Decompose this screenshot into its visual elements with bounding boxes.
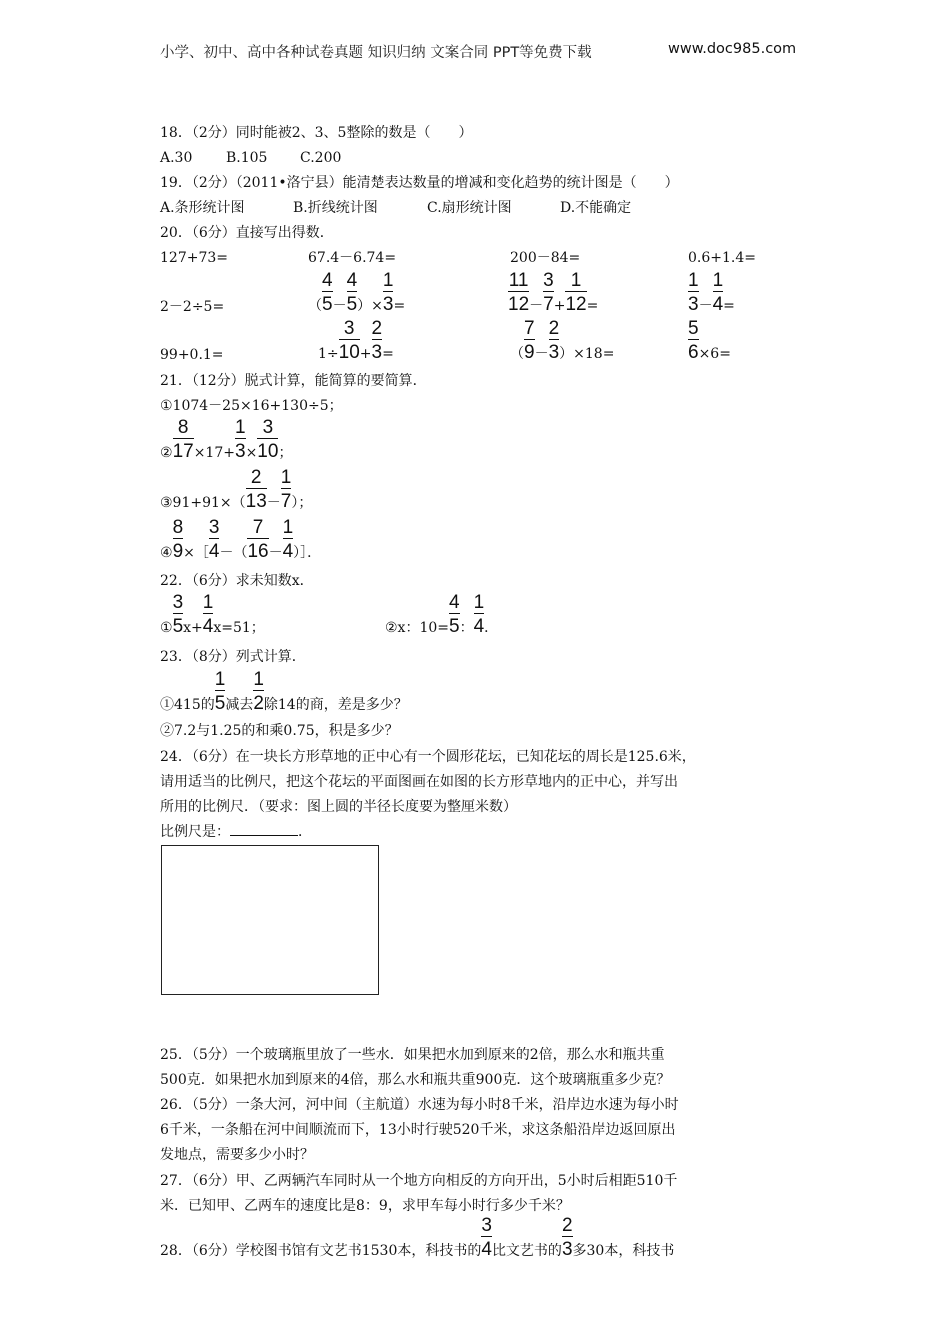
q24-scale	[160, 823, 312, 841]
text: 28．（6分）学校图书馆有文艺书1530本，科技书的	[160, 1243, 482, 1259]
text: ）］．	[293, 545, 322, 561]
text: ×	[245, 445, 258, 461]
text: 3	[382, 294, 394, 315]
text: 比例尺是：	[160, 824, 230, 840]
text: 比文艺书的	[491, 1243, 562, 1259]
option: A.条形统计图	[160, 200, 245, 216]
text: +	[359, 346, 372, 362]
numerator: 4	[346, 270, 358, 291]
fraction	[565, 270, 587, 315]
numerator: 1	[688, 270, 699, 291]
text: 4	[208, 541, 220, 562]
q23-item1	[160, 669, 408, 714]
text: ．	[484, 620, 499, 636]
q26-line: 26．（5分）一条大河，河中间（主航道）水速为每小时8千米，沿岸边水速为每小时	[160, 1097, 679, 1113]
q21-item3	[160, 467, 313, 512]
text: ①415的	[160, 697, 215, 713]
expr: 200－84=	[510, 250, 581, 266]
q27-line: 27．（6分）甲、乙两辆汽车同时从一个地方向相反的方向开出，5小时后相距510千	[160, 1173, 678, 1189]
fraction	[543, 270, 554, 315]
fraction	[338, 318, 360, 363]
text: 3	[234, 441, 246, 462]
q23-item2: ②7.2与1.25的和乘0.75，积是多少？	[160, 723, 399, 739]
q20-stem: 20．（6分）直接写出得数．	[160, 225, 334, 241]
text: ×6=	[698, 346, 731, 362]
text: 多30本，科技书	[572, 1243, 675, 1259]
fraction	[172, 592, 184, 637]
numerator: 3	[339, 320, 360, 340]
fraction	[688, 270, 699, 315]
numerator: 3	[172, 592, 184, 613]
text: 5	[346, 294, 358, 315]
expr: 67.4－6.74=	[308, 250, 397, 266]
q21-item1: ①1074－25×16+130÷5；	[160, 398, 343, 414]
text: ）×18=	[559, 346, 615, 362]
text: 12	[565, 294, 587, 315]
fraction	[382, 270, 394, 315]
numerator: 7	[247, 519, 268, 539]
fraction	[688, 318, 699, 363]
q20-row2	[160, 270, 735, 316]
text: 17	[172, 441, 194, 462]
fraction	[449, 592, 460, 637]
text: =	[393, 298, 406, 314]
q28-line	[160, 1215, 675, 1260]
text: x=51；	[213, 620, 265, 636]
numerator: 1	[253, 669, 264, 690]
expr: 99+0.1=	[160, 347, 224, 363]
text: 5	[449, 616, 460, 637]
fraction	[322, 270, 333, 315]
text: 4	[712, 294, 724, 315]
numerator: 1	[282, 517, 294, 538]
text: ①	[160, 620, 173, 636]
q22-stem: 22．（6分）求未知数x．	[160, 573, 314, 589]
q22-item1	[160, 592, 265, 637]
q22-item2	[385, 592, 499, 637]
fraction	[508, 270, 530, 315]
fraction	[208, 517, 220, 562]
numerator: 1	[202, 592, 214, 613]
fraction	[245, 467, 267, 512]
text: （	[510, 346, 524, 362]
q25-line: 25．（5分）一个玻璃瓶里放了一些水．如果把水加到原来的2倍，那么水和瓶共重	[160, 1047, 665, 1063]
fraction	[561, 1215, 573, 1260]
expr	[510, 318, 615, 363]
q25-line: 500克．如果把水加到原来的4倍，那么水和瓶共重900克．这个玻璃瓶重多少克？	[160, 1072, 671, 1088]
option: D.不能确定	[560, 200, 632, 216]
fraction	[524, 318, 535, 363]
fraction	[282, 517, 294, 562]
text: 3	[371, 342, 383, 363]
text: －	[268, 545, 283, 561]
numerator: 2	[548, 318, 560, 339]
fraction	[257, 417, 279, 462]
q21-stem: 21．（12分）脱式计算，能简算的要简算．	[160, 373, 427, 389]
q26-line: 发地点，需要多少小时？	[160, 1147, 314, 1163]
q27-line: 米．已知甲、乙两车的速度比是8：9，求甲车每小时行多少千米？	[160, 1198, 570, 1214]
option: B.105	[226, 150, 268, 166]
fraction	[247, 517, 269, 562]
text: 12	[508, 294, 530, 315]
fraction	[371, 318, 383, 363]
text: 10	[338, 342, 360, 363]
numerator: 4	[322, 270, 333, 291]
text: －	[698, 298, 713, 314]
q21-item2	[160, 417, 293, 462]
numerator: 7	[524, 318, 535, 339]
numerator: 8	[173, 419, 194, 439]
expr	[318, 318, 394, 363]
text: －	[529, 298, 544, 314]
text: 7	[543, 294, 554, 315]
text: ：	[459, 620, 474, 636]
text: 5	[172, 616, 184, 637]
numerator: 1	[382, 270, 394, 291]
fraction	[280, 467, 292, 512]
text: 7	[280, 491, 292, 512]
q20-row1	[160, 249, 756, 267]
option: C.200	[300, 150, 342, 166]
text: =	[586, 298, 599, 314]
expr: 2－2÷5=	[160, 299, 225, 315]
fraction	[481, 1215, 492, 1260]
text: （	[308, 298, 322, 314]
q21-item4	[160, 517, 322, 562]
text: 2	[253, 693, 264, 714]
q19-options	[160, 199, 632, 217]
text: =	[382, 346, 394, 362]
text: ×［	[183, 545, 209, 561]
fraction	[346, 270, 358, 315]
numerator: 3	[543, 270, 554, 291]
fraction	[473, 592, 485, 637]
text: 4	[282, 541, 294, 562]
fraction	[214, 669, 226, 714]
rectangle-lawn-figure	[161, 845, 379, 995]
text: 3	[548, 342, 560, 363]
numerator: 3	[208, 517, 220, 538]
fraction	[253, 669, 264, 714]
text: ②	[160, 445, 173, 461]
expr: 127+73=	[160, 250, 228, 266]
numerator: 3	[481, 1215, 492, 1236]
numerator: 1	[712, 270, 724, 291]
numerator: 1	[214, 669, 226, 690]
numerator: 3	[257, 419, 278, 439]
q24-line: 24．（6分）在一块长方形草地的正中心有一个圆形花坛，已知花坛的周长是125.6米，	[160, 749, 696, 765]
numerator: 2	[246, 469, 267, 489]
option: C.扇形统计图	[427, 200, 512, 216]
text: ．	[298, 824, 312, 840]
numerator: 1	[280, 467, 292, 488]
text: 16	[247, 541, 269, 562]
text: x+	[183, 620, 203, 636]
expr: 0.6+1.4=	[688, 250, 756, 266]
numerator: 1	[565, 272, 586, 292]
text: ；	[278, 445, 293, 461]
text: 1÷	[318, 346, 339, 362]
text: ③91+91×（	[160, 495, 246, 511]
q24-line: 请用适当的比例尺，把这个花坛的平面图画在如图的长方形草地内的正中心，并写出	[160, 774, 678, 790]
q18-options	[160, 149, 342, 167]
text: ）×	[357, 298, 383, 314]
q19-stem: 19．（2分）（2011•洛宁县）能清楚表达数量的增减和变化趋势的统计图是（ ）	[160, 175, 679, 191]
text: 除14的商，差是多少？	[263, 697, 408, 713]
numerator: 11	[508, 270, 529, 291]
option: B.折线统计图	[293, 200, 378, 216]
numerator: 2	[371, 318, 383, 339]
q23-stem: 23．（8分）列式计算．	[160, 649, 306, 665]
fraction	[234, 417, 246, 462]
text: =	[723, 298, 735, 314]
fraction	[172, 417, 194, 462]
text: 5	[322, 294, 333, 315]
text: －	[332, 298, 347, 314]
header-text: 小学、初中、高中各种试卷真题 知识归纳 文案合同 PPT等免费下载	[160, 45, 592, 61]
text: －	[266, 495, 281, 511]
fraction	[712, 270, 724, 315]
q20-row3	[160, 318, 731, 364]
q18-stem: 18．（2分）同时能被2、3、5整除的数是（ ）	[160, 125, 473, 141]
text: 13	[245, 491, 267, 512]
header-site: www.doc985.com	[668, 41, 797, 57]
option: A.30	[160, 150, 193, 166]
numerator: 1	[473, 592, 485, 613]
text: 3	[561, 1239, 573, 1260]
fraction	[202, 592, 214, 637]
q24-line: 所用的比例尺．（要求：图上圆的半径长度要为整厘米数）	[160, 799, 517, 815]
text: 9	[172, 541, 184, 562]
expr	[508, 270, 599, 315]
numerator: 2	[561, 1215, 573, 1236]
expr	[688, 270, 735, 315]
text: ）；	[291, 495, 313, 511]
text: 4	[473, 616, 485, 637]
q26-line: 6千米，一条船在河中间顺流而下，13小时行驶520千米，求这条船沿岸边返回原出	[160, 1122, 676, 1138]
fraction	[172, 517, 184, 562]
text: －（	[219, 545, 248, 561]
answer-blank[interactable]	[230, 835, 298, 836]
text: 3	[688, 294, 699, 315]
text: 10	[257, 441, 279, 462]
text: ②x：10=	[385, 620, 449, 636]
expr	[308, 270, 406, 315]
numerator: 4	[449, 592, 460, 613]
text: 9	[524, 342, 535, 363]
text: ④	[160, 545, 173, 561]
text: 6	[688, 342, 699, 363]
text: +	[553, 298, 566, 314]
numerator: 1	[234, 417, 246, 438]
expr	[688, 318, 731, 363]
text: 4	[202, 616, 214, 637]
text: 5	[214, 693, 226, 714]
fraction	[548, 318, 560, 363]
text: 4	[481, 1239, 492, 1260]
text: 减去	[225, 697, 254, 713]
numerator: 8	[172, 517, 184, 538]
text: －	[534, 346, 549, 362]
numerator: 5	[688, 318, 699, 339]
text: ×17+	[193, 445, 235, 461]
